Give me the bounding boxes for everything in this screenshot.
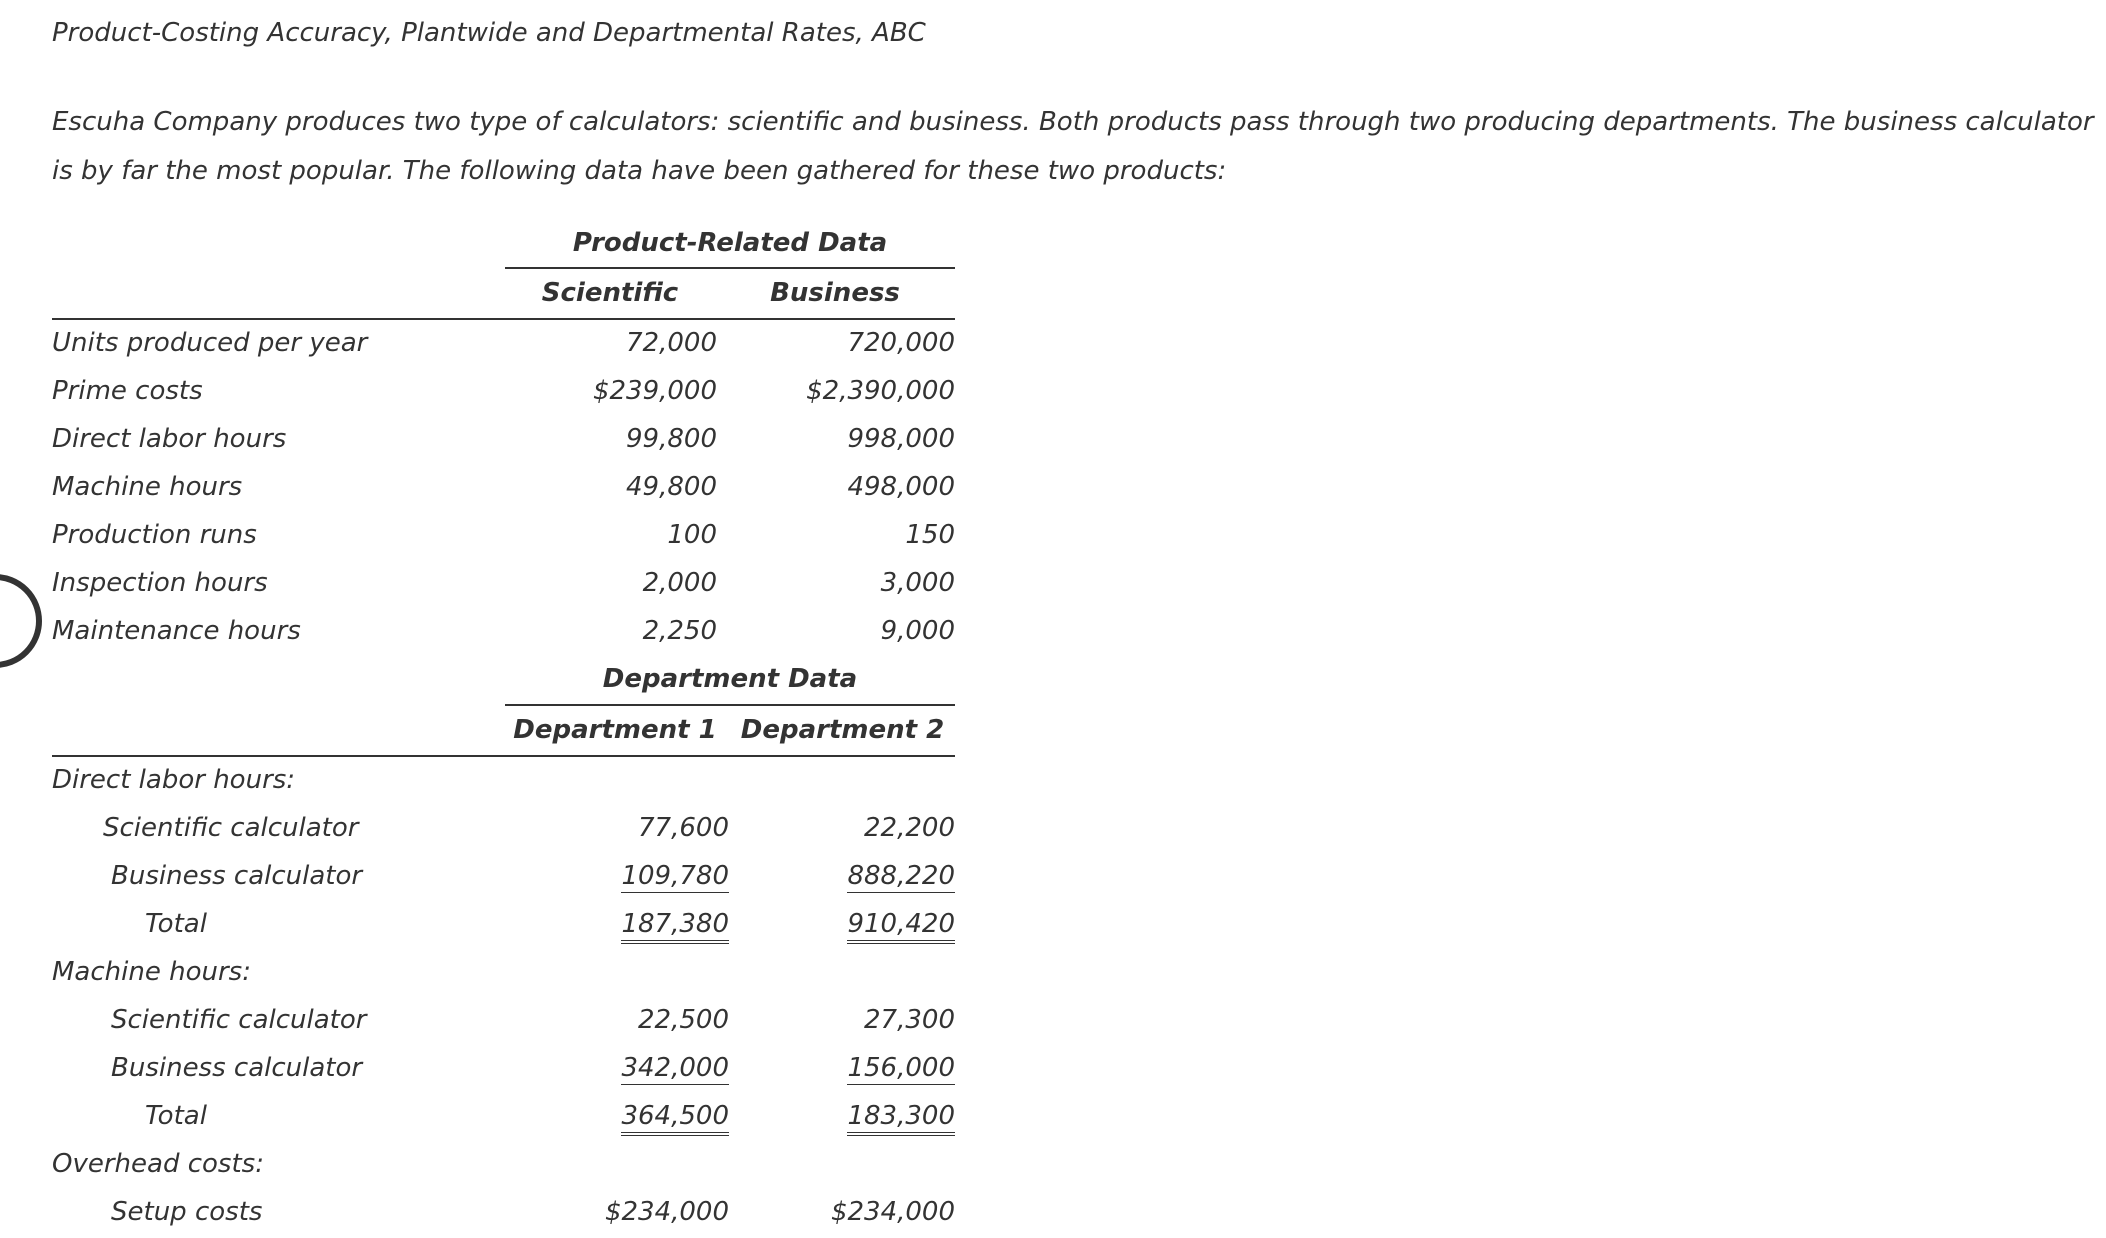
- department-heading-rule: [505, 704, 955, 706]
- cell-dlh-business-d2: 888,220: [847, 861, 955, 891]
- col-head-department-1: Department 1: [513, 715, 717, 745]
- intro-paragraph: Escuha Company produces two type of calculators: scientific and business. Both products pass through two producing departments. The business calculator is by far the most popular. The following data have been gathered for these two products:: [52, 107, 2094, 186]
- cell-mh-total-d1-wrap: [621, 1101, 729, 1131]
- cell-dlh-scientific-d1: 77,600: [638, 813, 729, 843]
- cell-mh-total-d2-wrap: [847, 1101, 955, 1131]
- department-columns-rule: [52, 755, 955, 757]
- cell-mh-business: 498,000: [847, 472, 955, 502]
- row-label-mh-scientific: Scientific calculator: [111, 1005, 367, 1035]
- cell-dlh-business-d1-wrap: [621, 861, 729, 891]
- cell-inspection-scientific: 2,000: [642, 568, 717, 598]
- cell-dlh-business-d2-wrap: [847, 861, 955, 891]
- row-label-maintenance-hours: Maintenance hours: [52, 616, 301, 646]
- row-label-mh-total: Total: [145, 1101, 207, 1131]
- cell-dlh-total-d2: 910,420: [847, 909, 955, 944]
- row-label-machine-hours: Machine hours: [52, 472, 243, 502]
- cell-setup-d2: $234,000: [830, 1197, 955, 1227]
- cell-setup-d1: $234,000: [604, 1197, 729, 1227]
- row-label-dlh-business: Business calculator: [111, 861, 363, 891]
- cell-mh-business-d1: 342,000: [621, 1053, 729, 1083]
- cell-dlh-scientific-d2: 22,200: [864, 813, 955, 843]
- row-label-dlh: Direct labor hours: [52, 424, 287, 454]
- section-label-overhead: Overhead costs:: [52, 1149, 264, 1179]
- cell-dlh-scientific: 99,800: [626, 424, 717, 454]
- col-head-scientific: Scientific: [541, 278, 679, 308]
- product-columns-rule: [52, 318, 955, 320]
- cell-mh-scientific: 49,800: [626, 472, 717, 502]
- section-label-mh: Machine hours:: [52, 957, 251, 987]
- cell-prime-business: $2,390,000: [806, 376, 955, 406]
- row-label-prime-costs: Prime costs: [52, 376, 203, 406]
- row-label-units: Units produced per year: [52, 328, 368, 358]
- cell-units-business: 720,000: [847, 328, 955, 358]
- row-label-inspection-hours: Inspection hours: [52, 568, 268, 598]
- cell-mh-total-d2: 183,300: [847, 1101, 955, 1136]
- cell-dlh-total-d1: 187,380: [621, 909, 729, 944]
- cell-mh-business-d2-wrap: [847, 1053, 955, 1083]
- cell-runs-business: 150: [905, 520, 955, 550]
- department-data-heading: Department Data: [602, 664, 858, 694]
- section-label-dlh: Direct labor hours:: [52, 765, 296, 795]
- row-label-dlh-scientific: Scientific calculator: [103, 813, 359, 843]
- product-heading-rule: [505, 267, 955, 269]
- page-title: Product-Costing Accuracy, Plantwide and Departmental Rates, ABC: [52, 18, 926, 48]
- cell-units-scientific: 72,000: [626, 328, 717, 358]
- cell-prime-scientific: $239,000: [592, 376, 717, 406]
- product-data-heading: Product-Related Data: [572, 228, 888, 258]
- cell-maintenance-scientific: 2,250: [642, 616, 717, 646]
- cell-mh-scientific-d1: 22,500: [638, 1005, 729, 1035]
- cell-dlh-total-d1-wrap: [621, 909, 729, 939]
- cell-inspection-business: 3,000: [880, 568, 955, 598]
- cell-dlh-business-d1: 109,780: [621, 861, 729, 891]
- col-head-department-2: Department 2: [740, 715, 945, 745]
- row-label-mh-business: Business calculator: [111, 1053, 363, 1083]
- cell-dlh-total-d2-wrap: [847, 909, 955, 939]
- col-head-business: Business: [770, 278, 900, 308]
- cell-mh-business-d1-wrap: [621, 1053, 729, 1083]
- row-label-dlh-total: Total: [145, 909, 207, 939]
- cell-mh-business-d2: 156,000: [847, 1053, 955, 1083]
- cell-mh-total-d1: 364,500: [621, 1101, 729, 1136]
- cell-mh-scientific-d2: 27,300: [864, 1005, 955, 1035]
- cell-runs-scientific: 100: [667, 520, 717, 550]
- cell-maintenance-business: 9,000: [880, 616, 955, 646]
- cell-dlh-business: 998,000: [847, 424, 955, 454]
- row-label-production-runs: Production runs: [52, 520, 257, 550]
- circle-nav-button[interactable]: [0, 574, 42, 668]
- row-label-setup-costs: Setup costs: [111, 1197, 263, 1227]
